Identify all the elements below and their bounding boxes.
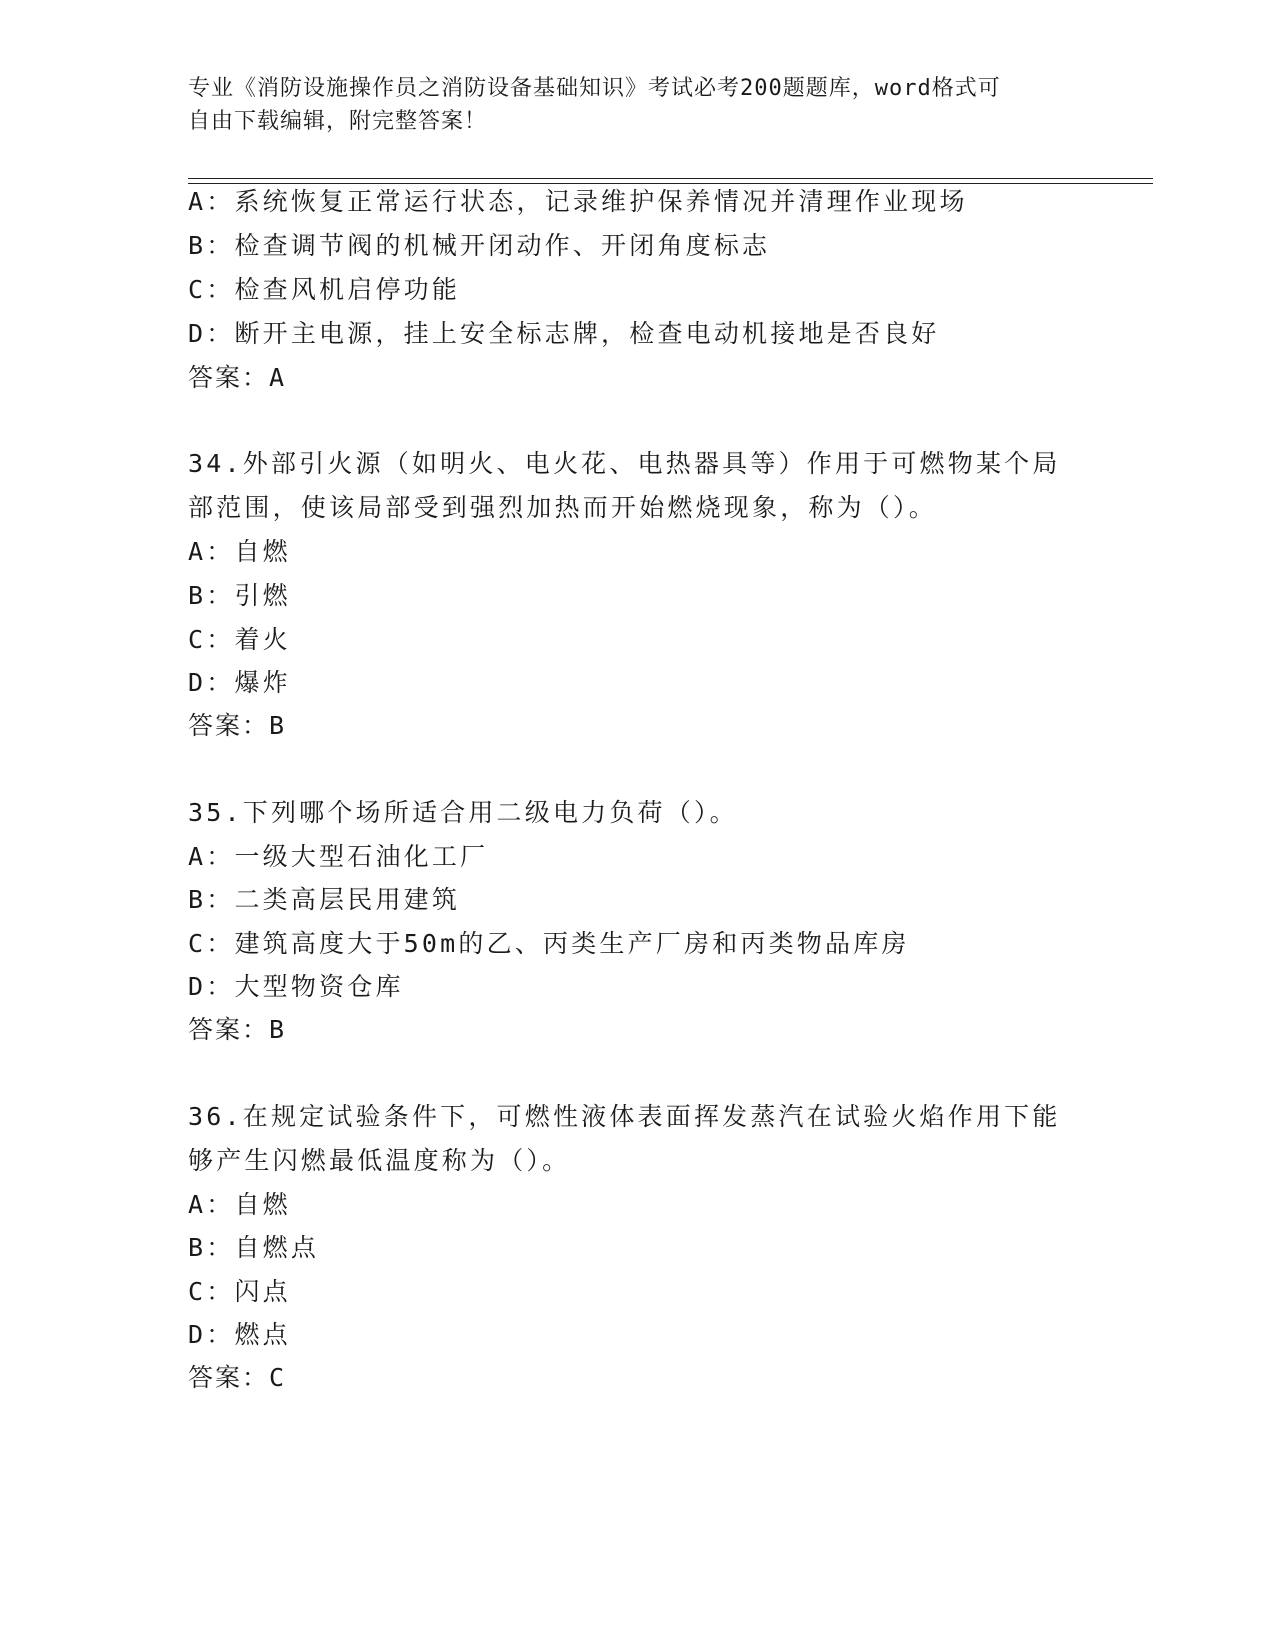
q35-option-b: B：二类高层民用建筑	[188, 885, 461, 914]
header-line-2: 自由下载编辑，附完整答案！	[188, 109, 488, 134]
q33-option-d: D：断开主电源，挂上安全标志牌，检查电动机接地是否良好	[188, 319, 940, 348]
header-rule-top	[188, 178, 1153, 179]
q34-option-d: D：爆炸	[188, 668, 291, 697]
q36-stem-line-2: 够产生闪燃最低温度称为（）。	[188, 1146, 571, 1175]
q35-option-a: A：一级大型石油化工厂	[188, 842, 489, 871]
header-line-1: 专业《消防设施操作员之消防设备基础知识》考试必考200题题库，word格式可	[188, 76, 1001, 101]
document-header	[188, 72, 1068, 138]
q34-stem-line-2: 部范围，使该局部受到强烈加热而开始燃烧现象，称为（）。	[188, 493, 937, 522]
q35-option-d: D：大型物资仓库	[188, 972, 404, 1001]
q34-option-b: B：引燃	[188, 581, 291, 610]
q34-option-a: A：自燃	[188, 537, 291, 566]
q36-option-c: C：闪点	[188, 1277, 291, 1306]
q33-option-c: C：检查风机启停功能	[188, 275, 461, 304]
q36-option-d: D：燃点	[188, 1320, 291, 1349]
q35-option-c: C：建筑高度大于50m的乙、丙类生产厂房和丙类物品库房	[188, 929, 910, 958]
q35-stem-line-1: 35.下列哪个场所适合用二级电力负荷（）。	[188, 798, 738, 827]
q34-stem-line-1: 34.外部引火源（如明火、电火花、电热器具等）作用于可燃物某个局	[188, 449, 1061, 478]
q33-answer: 答案：A	[188, 363, 287, 392]
q33-option-a: A：系统恢复正常运行状态，记录维护保养情况并清理作业现场	[188, 187, 968, 216]
q33-option-b: B：检查调节阀的机械开闭动作、开闭角度标志	[188, 231, 771, 260]
q36-option-a: A：自燃	[188, 1190, 291, 1219]
q36-stem-line-1: 36.在规定试验条件下，可燃性液体表面挥发蒸汽在试验火焰作用下能	[188, 1102, 1061, 1131]
header-rule-bottom	[188, 183, 1153, 184]
q36-answer: 答案：C	[188, 1363, 287, 1392]
q34-option-c: C：着火	[188, 625, 291, 654]
q36-option-b: B：自燃点	[188, 1233, 320, 1262]
q35-answer: 答案：B	[188, 1015, 287, 1044]
q34-answer: 答案：B	[188, 711, 287, 740]
